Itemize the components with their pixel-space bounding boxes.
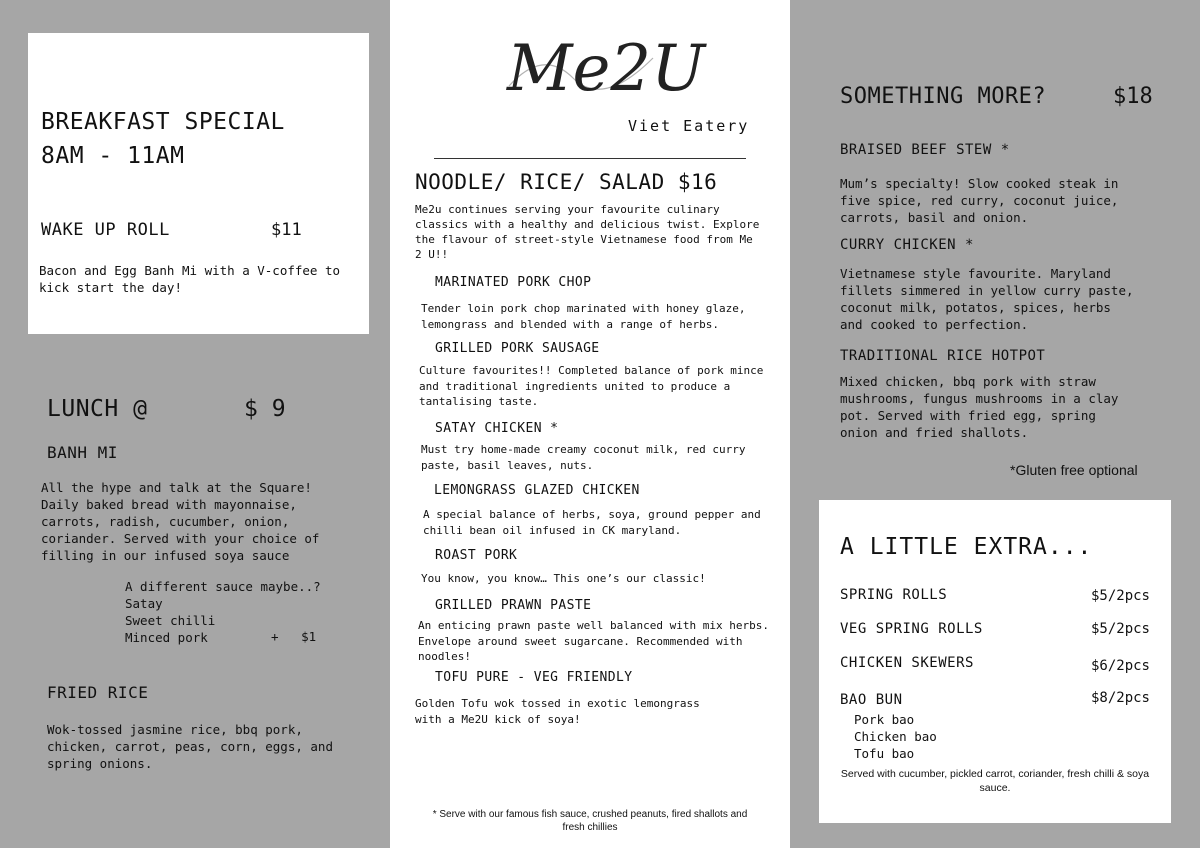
bao-note: Served with cucumber, pickled carrot, coriander, fresh chilli & soya sauce. — [840, 768, 1150, 794]
extra-item-price: $8/2pcs — [1090, 690, 1150, 706]
menu-item-name: BRAISED BEEF STEW * — [840, 142, 1010, 158]
menu-item-name: ROAST PORK — [435, 548, 518, 563]
extra-item-name: CHICKEN SKEWERS — [840, 655, 974, 671]
menu-item-desc: You know, you know… This one’s our classic! — [421, 572, 706, 585]
lunch-price: $ 9 — [244, 396, 286, 422]
menu-item-name: SATAY CHICKEN * — [435, 421, 559, 436]
lunch-title: LUNCH @ — [47, 396, 148, 422]
menu-item-desc: Tender loin pork chop marinated with honey glaze, lemongrass and blended with a range of herbs. — [421, 302, 746, 331]
banh-mi-desc: All the hype and talk at the Square! Daily baked bread with mayonnaise, carrots, radish, cucumber, onion, coriander. Served with your choice of filling in our infused soya sauce — [41, 480, 320, 563]
noodle-footnote: * Serve with our famous fish sauce, crushed peanuts, fired shallots and fresh chillies — [432, 809, 748, 833]
menu-item-desc: Vietnamese style favourite. Maryland fillets simmered in yellow curry paste, coconut milk, potatos, spices, herbs and cooked to perfection. — [840, 266, 1134, 332]
menu-item-name: LEMONGRASS GLAZED CHICKEN — [434, 483, 640, 498]
bao-option: Pork bao — [854, 712, 915, 727]
something-more-title: SOMETHING MORE? — [840, 84, 1047, 109]
banh-mi-name: BANH MI — [47, 443, 118, 462]
menu-item-desc: Mum’s specialty! Slow cooked steak in five spice, red curry, coconut juice, carrots, basil and onion. — [840, 176, 1119, 225]
divider — [434, 158, 746, 159]
menu-item-name: GRILLED PORK SAUSAGE — [435, 341, 600, 356]
bao-options — [854, 711, 937, 762]
sauce-option: Minced pork — [125, 630, 208, 645]
breakfast-title-line1: BREAKFAST SPECIAL — [41, 109, 285, 135]
extra-item-price: $5/2pcs — [1090, 588, 1150, 604]
breakfast-card — [28, 33, 369, 334]
sauce-heading: A different sauce maybe..? — [125, 579, 321, 594]
little-extra-title: A LITTLE EXTRA... — [840, 534, 1093, 560]
sauce-option: Sweet chilli — [125, 613, 216, 628]
wake-up-roll-price: $11 — [271, 220, 302, 240]
menu-item-name: CURRY CHICKEN * — [840, 237, 974, 253]
gluten-free-note: *Gluten free optional — [1010, 462, 1138, 478]
wake-up-roll-name: WAKE UP ROLL — [41, 220, 170, 240]
menu-item-desc: An enticing prawn paste well balanced with mix herbs. Envelope around sweet sugarcane. Recommended with noodles! — [418, 619, 769, 663]
extra-item-name: BAO BUN — [840, 692, 903, 708]
breakfast-title-line2: 8AM - 11AM — [41, 143, 185, 169]
something-more-price: $18 — [1113, 84, 1153, 109]
fried-rice-name: FRIED RICE — [47, 683, 149, 702]
me2u-logo — [503, 28, 706, 108]
menu-item-desc: A special balance of herbs, soya, ground pepper and chilli bean oil infused in CK maryland. — [423, 508, 761, 537]
extra-item-price: $5/2pcs — [1090, 621, 1150, 637]
extra-item-price: $6/2pcs — [1090, 658, 1150, 674]
wake-up-roll-desc: Bacon and Egg Banh Mi with a V-coffee to kick start the day! — [39, 263, 341, 295]
noodle-heading: NOODLE/ RICE/ SALAD $16 — [415, 170, 718, 194]
menu-item-desc: Golden Tofu wok tossed in exotic lemongrass with a Me2U kick of soya! — [415, 697, 700, 726]
logo-text: Me2U — [507, 32, 706, 106]
bao-option: Tofu bao — [854, 746, 915, 761]
sauce-option: Satay — [125, 596, 163, 611]
noodle-panel — [390, 0, 790, 848]
breakfast-title — [41, 105, 285, 173]
menu-item-name: GRILLED PRAWN PASTE — [435, 598, 592, 613]
little-extra-card — [819, 500, 1171, 823]
menu-item-name: MARINATED PORK CHOP — [435, 275, 592, 290]
menu-item-desc: Mixed chicken, bbq pork with straw mushrooms, fungus mushrooms in a clay pot. Served with fried egg, spring onion and fried shallots. — [840, 374, 1119, 440]
tagline: Viet Eatery — [628, 117, 750, 135]
minced-pork-surcharge: + $1 — [271, 629, 317, 644]
menu-item-desc: Must try home-made creamy coconut milk, red curry paste, basil leaves, nuts. — [421, 443, 746, 472]
extra-item-name: SPRING ROLLS — [840, 587, 948, 603]
menu-item-name: TRADITIONAL RICE HOTPOT — [840, 348, 1046, 364]
fried-rice-desc: Wok-tossed jasmine rice, bbq pork, chicken, carrot, peas, corn, eggs, and spring onions. — [47, 722, 333, 771]
extra-item-name: VEG SPRING ROLLS — [840, 621, 983, 637]
bao-option: Chicken bao — [854, 729, 937, 744]
menu-item-desc: Culture favourites!! Completed balance of pork mince and traditional ingredients united to produce a tantalising taste. — [419, 364, 764, 408]
noodle-intro: Me2u continues serving your favourite culinary classics with a healthy and delicious twist. Explore the flavour of street-style Vietnamese food from Me 2 U!! — [415, 203, 760, 261]
menu-item-name: TOFU PURE - VEG FRIENDLY — [435, 670, 633, 685]
